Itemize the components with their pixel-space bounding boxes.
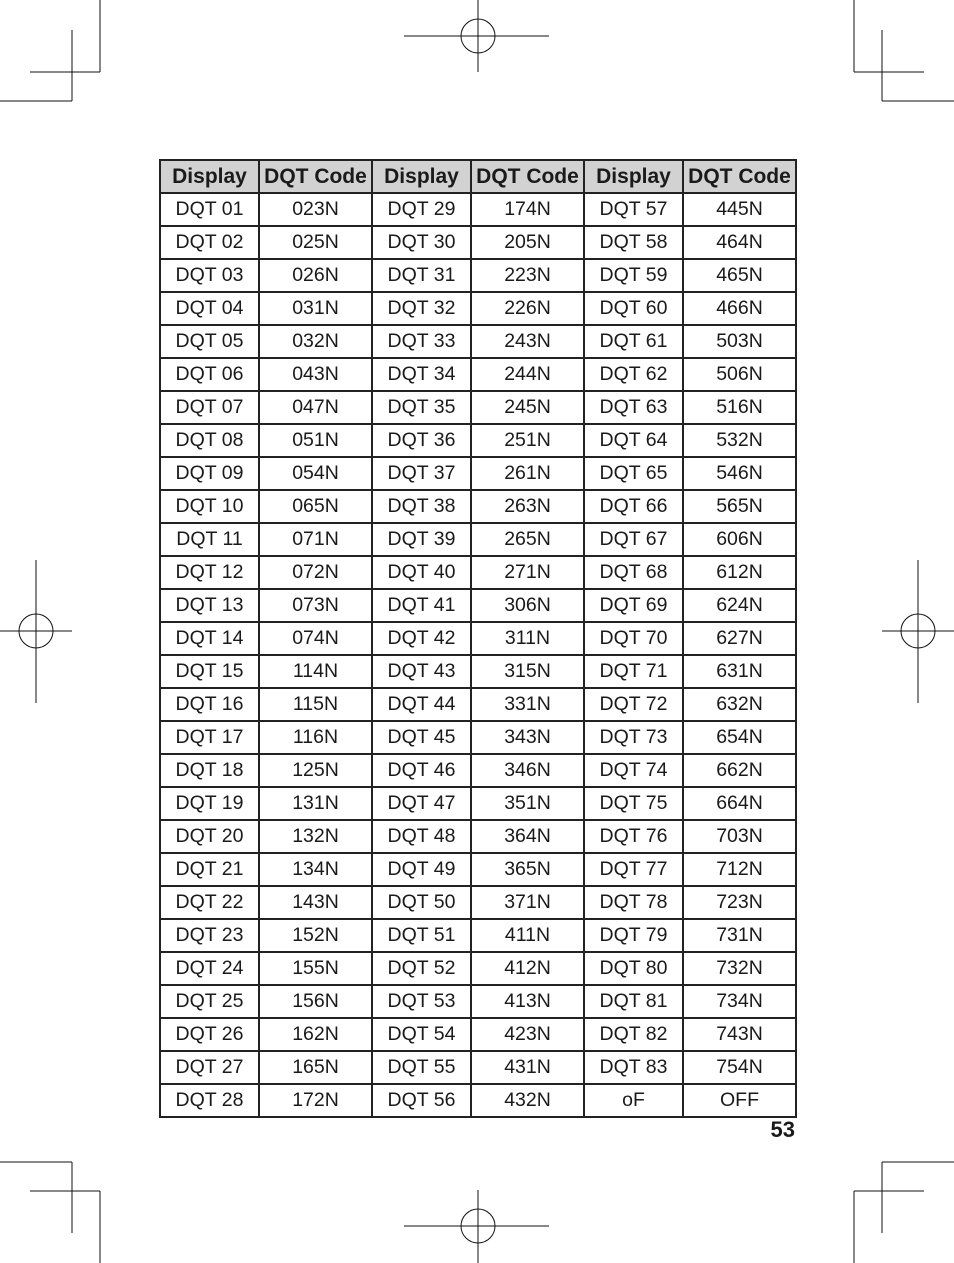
dqt-code-cell: 606N [683,523,796,556]
display-cell: DQT 37 [372,457,471,490]
dqt-code-cell: 032N [259,325,372,358]
table-row [160,721,796,754]
dqt-code-cell: 031N [259,292,372,325]
table-row [160,853,796,886]
dqt-code-cell: 365N [471,853,584,886]
display-cell: DQT 30 [372,226,471,259]
display-cell: DQT 81 [584,985,683,1018]
display-cell: DQT 77 [584,853,683,886]
display-cell: DQT 25 [160,985,259,1018]
dqt-code-cell: 506N [683,358,796,391]
display-cell: DQT 80 [584,952,683,985]
dqt-code-cell: 311N [471,622,584,655]
dqt-code-cell: 072N [259,556,372,589]
display-cell: DQT 70 [584,622,683,655]
display-cell: DQT 64 [584,424,683,457]
display-cell: DQT 18 [160,754,259,787]
dqt-code-cell: 125N [259,754,372,787]
dqt-code-cell: 503N [683,325,796,358]
dqt-code-cell: 174N [471,193,584,226]
display-cell: DQT 38 [372,490,471,523]
dqt-code-cell: 703N [683,820,796,853]
display-cell: DQT 65 [584,457,683,490]
display-cell: DQT 71 [584,655,683,688]
display-cell: DQT 32 [372,292,471,325]
display-cell: DQT 40 [372,556,471,589]
display-cell: DQT 73 [584,721,683,754]
dqt-code-table [159,159,797,1118]
dqt-code-cell: 251N [471,424,584,457]
display-cell: DQT 66 [584,490,683,523]
display-cell: DQT 53 [372,985,471,1018]
dqt-code-cell: 205N [471,226,584,259]
dqt-code-cell: 315N [471,655,584,688]
table-row [160,589,796,622]
display-cell: DQT 13 [160,589,259,622]
dqt-code-cell: 026N [259,259,372,292]
dqt-code-cell: 343N [471,721,584,754]
dqt-code-cell: 025N [259,226,372,259]
dqt-code-cell: 632N [683,688,796,721]
dqt-code-cell: 132N [259,820,372,853]
dqt-code-cell: 331N [471,688,584,721]
dqt-code-cell: 261N [471,457,584,490]
dqt-code-cell: 114N [259,655,372,688]
dqt-code-cell: OFF [683,1084,796,1117]
column-header-dqt-code: DQT Code [471,160,584,193]
display-cell: DQT 20 [160,820,259,853]
display-cell: DQT 46 [372,754,471,787]
dqt-code-cell: 516N [683,391,796,424]
dqt-code-cell: 023N [259,193,372,226]
table-row [160,754,796,787]
dqt-code-cell: 466N [683,292,796,325]
display-cell: DQT 19 [160,787,259,820]
dqt-code-cell: 412N [471,952,584,985]
dqt-code-cell: 413N [471,985,584,1018]
dqt-code-cell: 226N [471,292,584,325]
display-cell: DQT 31 [372,259,471,292]
dqt-code-cell: 265N [471,523,584,556]
dqt-code-cell: 245N [471,391,584,424]
dqt-code-cell: 115N [259,688,372,721]
display-cell: DQT 14 [160,622,259,655]
dqt-code-cell: 532N [683,424,796,457]
display-cell: DQT 41 [372,589,471,622]
table-row [160,622,796,655]
table-row [160,985,796,1018]
display-cell: DQT 43 [372,655,471,688]
dqt-code-cell: 244N [471,358,584,391]
display-cell: DQT 67 [584,523,683,556]
display-cell: DQT 50 [372,886,471,919]
display-cell: DQT 60 [584,292,683,325]
display-cell: DQT 62 [584,358,683,391]
display-cell: DQT 78 [584,886,683,919]
dqt-code-cell: 131N [259,787,372,820]
display-cell: DQT 12 [160,556,259,589]
table-row [160,391,796,424]
display-cell: DQT 28 [160,1084,259,1117]
display-cell: DQT 09 [160,457,259,490]
page-number: 53 [770,1117,795,1142]
dqt-code-cell: 143N [259,886,372,919]
display-cell: DQT 10 [160,490,259,523]
table-row [160,886,796,919]
display-cell: DQT 69 [584,589,683,622]
dqt-code-cell: 263N [471,490,584,523]
table-row [160,1084,796,1117]
table-row [160,1051,796,1084]
dqt-code-cell: 662N [683,754,796,787]
dqt-code-cell: 271N [471,556,584,589]
dqt-code-cell: 754N [683,1051,796,1084]
table-row [160,688,796,721]
display-cell: DQT 33 [372,325,471,358]
table-row [160,325,796,358]
registration-target-bottom [404,1190,549,1263]
display-cell: DQT 05 [160,325,259,358]
display-cell: DQT 83 [584,1051,683,1084]
dqt-code-cell: 346N [471,754,584,787]
dqt-code-cell: 152N [259,919,372,952]
dqt-code-cell: 423N [471,1018,584,1051]
table-row [160,490,796,523]
display-cell: DQT 06 [160,358,259,391]
display-cell: DQT 59 [584,259,683,292]
display-cell: DQT 08 [160,424,259,457]
dqt-code-cell: 445N [683,193,796,226]
dqt-code-cell: 465N [683,259,796,292]
display-cell: DQT 49 [372,853,471,886]
table-row [160,226,796,259]
display-cell: DQT 07 [160,391,259,424]
dqt-code-cell: 411N [471,919,584,952]
display-cell: DQT 76 [584,820,683,853]
dqt-code-cell: 732N [683,952,796,985]
column-header-display: Display [160,160,259,193]
display-cell: DQT 35 [372,391,471,424]
display-cell: DQT 27 [160,1051,259,1084]
display-cell: DQT 51 [372,919,471,952]
dqt-code-cell: 712N [683,853,796,886]
dqt-code-cell: 627N [683,622,796,655]
table-row [160,655,796,688]
display-cell: DQT 39 [372,523,471,556]
table-row [160,952,796,985]
display-cell: DQT 36 [372,424,471,457]
table-row [160,424,796,457]
table-row [160,292,796,325]
display-cell: DQT 57 [584,193,683,226]
dqt-code-cell: 223N [471,259,584,292]
display-cell: DQT 15 [160,655,259,688]
dqt-code-cell: 631N [683,655,796,688]
display-cell: DQT 02 [160,226,259,259]
column-header-display: Display [584,160,683,193]
display-cell: DQT 47 [372,787,471,820]
dqt-code-cell: 162N [259,1018,372,1051]
dqt-code-cell: 612N [683,556,796,589]
display-cell: DQT 22 [160,886,259,919]
display-cell: DQT 11 [160,523,259,556]
dqt-code-cell: 734N [683,985,796,1018]
display-cell: DQT 21 [160,853,259,886]
display-cell: DQT 16 [160,688,259,721]
dqt-code-cell: 134N [259,853,372,886]
dqt-code-cell: 364N [471,820,584,853]
table-row [160,193,796,226]
display-cell: DQT 42 [372,622,471,655]
dqt-code-cell: 371N [471,886,584,919]
display-cell: DQT 61 [584,325,683,358]
dqt-code-cell: 432N [471,1084,584,1117]
dqt-code-cell: 731N [683,919,796,952]
display-cell: DQT 54 [372,1018,471,1051]
dqt-code-cell: 116N [259,721,372,754]
dqt-code-cell: 043N [259,358,372,391]
dqt-code-cell: 464N [683,226,796,259]
display-cell: DQT 58 [584,226,683,259]
display-cell: DQT 44 [372,688,471,721]
display-cell: DQT 04 [160,292,259,325]
display-cell: DQT 79 [584,919,683,952]
table-header-row [160,160,796,193]
display-cell: DQT 56 [372,1084,471,1117]
display-cell: oF [584,1084,683,1117]
table-row [160,259,796,292]
table-row [160,1018,796,1051]
dqt-code-cell: 624N [683,589,796,622]
display-cell: DQT 45 [372,721,471,754]
display-cell: DQT 24 [160,952,259,985]
dqt-code-cell: 723N [683,886,796,919]
table-row [160,457,796,490]
dqt-code-cell: 051N [259,424,372,457]
display-cell: DQT 63 [584,391,683,424]
table-row [160,919,796,952]
display-cell: DQT 03 [160,259,259,292]
dqt-code-cell: 047N [259,391,372,424]
table-row [160,358,796,391]
display-cell: DQT 34 [372,358,471,391]
registration-target-left [0,560,72,703]
display-cell: DQT 29 [372,193,471,226]
display-cell: DQT 82 [584,1018,683,1051]
table-body [160,193,796,1117]
display-cell: DQT 68 [584,556,683,589]
table-row [160,556,796,589]
dqt-code-cell: 654N [683,721,796,754]
dqt-code-cell: 306N [471,589,584,622]
dqt-code-cell: 074N [259,622,372,655]
display-cell: DQT 23 [160,919,259,952]
dqt-code-cell: 431N [471,1051,584,1084]
dqt-code-cell: 165N [259,1051,372,1084]
display-cell: DQT 17 [160,721,259,754]
display-cell: DQT 55 [372,1051,471,1084]
dqt-code-cell: 071N [259,523,372,556]
dqt-code-cell: 172N [259,1084,372,1117]
display-cell: DQT 52 [372,952,471,985]
dqt-code-cell: 565N [683,490,796,523]
display-cell: DQT 75 [584,787,683,820]
dqt-code-cell: 664N [683,787,796,820]
column-header-display: Display [372,160,471,193]
dqt-code-cell: 073N [259,589,372,622]
table-row [160,787,796,820]
dqt-code-cell: 156N [259,985,372,1018]
column-header-dqt-code: DQT Code [259,160,372,193]
dqt-code-cell: 743N [683,1018,796,1051]
dqt-code-cell: 065N [259,490,372,523]
table-row [160,820,796,853]
display-cell: DQT 26 [160,1018,259,1051]
column-header-dqt-code: DQT Code [683,160,796,193]
registration-target-top [404,0,549,72]
display-cell: DQT 48 [372,820,471,853]
dqt-code-cell: 155N [259,952,372,985]
dqt-code-cell: 351N [471,787,584,820]
dqt-code-cell: 243N [471,325,584,358]
table-row [160,523,796,556]
registration-target-right [882,560,954,703]
display-cell: DQT 01 [160,193,259,226]
dqt-code-cell: 546N [683,457,796,490]
display-cell: DQT 74 [584,754,683,787]
dqt-code-cell: 054N [259,457,372,490]
display-cell: DQT 72 [584,688,683,721]
